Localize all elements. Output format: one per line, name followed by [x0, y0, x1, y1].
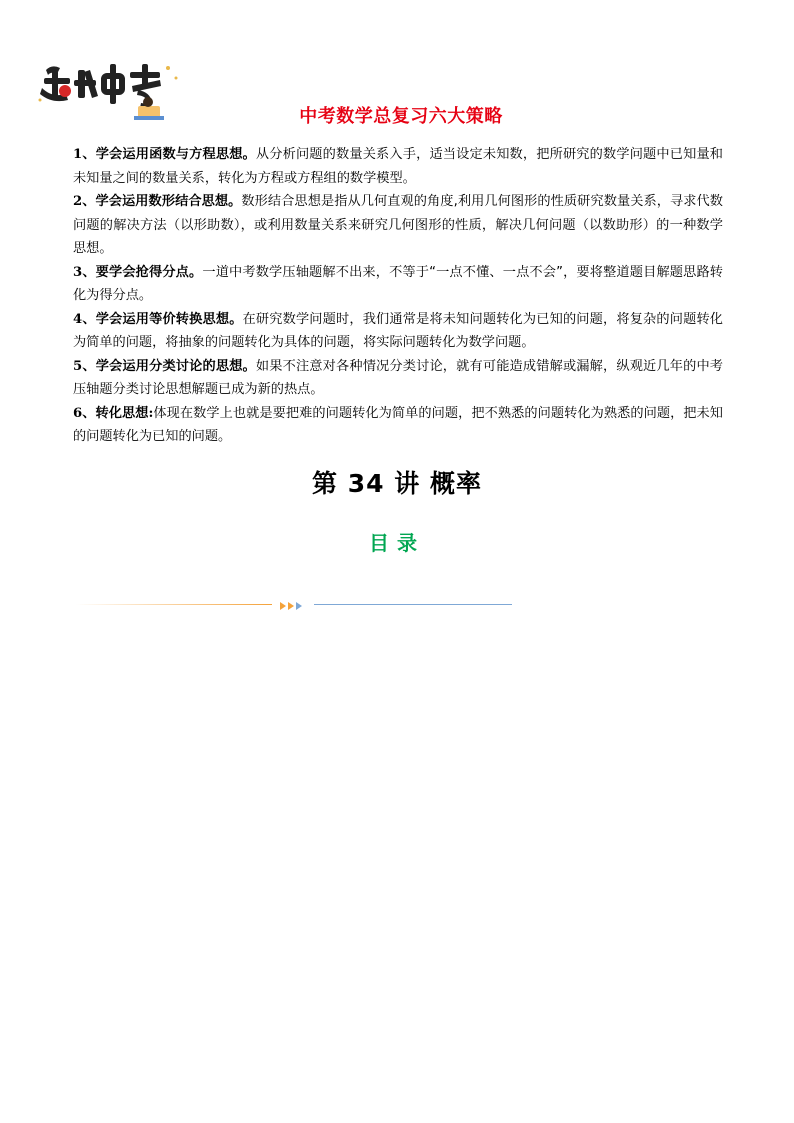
divider-line-right [314, 604, 512, 605]
page-header-title: 中考数学总复习六大策略 [299, 106, 503, 127]
strategy-list [73, 143, 723, 449]
strategy-text: 在研究数学问题时，我们通常是将未知问题转化为已知的问题，将复杂的问题转化为简单的问题，将抽象的问题转化为具体的问题，将实际问题转化为数学问题。 [73, 311, 723, 350]
strategy-item [73, 261, 723, 308]
strategy-text: 体现在数学上也就是要把难的问题转化为简单的问题，把不熟悉的问题转化为熟悉的问题，把未知的问题转化为已知的问题。 [73, 405, 723, 444]
strategy-item [73, 190, 723, 261]
triple-arrow-icon [278, 598, 308, 612]
lecture-title: 第 34 讲 概率 [312, 469, 482, 498]
strategy-item [73, 355, 723, 402]
section-divider [76, 598, 516, 612]
strategy-lead: 3、要学会抢得分点。 [73, 264, 203, 280]
strategy-item [73, 143, 723, 190]
strategy-lead: 1、学会运用函数与方程思想。 [73, 147, 256, 162]
strategy-item [73, 308, 723, 355]
strategy-text: 数形结合思想是指从几何直观的角度,利用几何图形的性质研究数量关系，寻求代数问题的解决方法（以形助数），或利用数量关系来研究几何图形的性质，解决几何问题（以数助形）的一种数学思想。 [73, 194, 723, 256]
strategy-lead: 5、学会运用分类讨论的思想。 [73, 358, 256, 374]
toc-title: 目录 [369, 531, 425, 555]
strategy-text: 如果不注意对各种情况分类讨论，就有可能造成错解或漏解，纵观近几年的中考压轴题分类讨论思想解题已成为新的热点。 [73, 358, 723, 397]
strategy-item [73, 402, 723, 449]
strategy-lead: 2、学会运用数形结合思想。 [73, 194, 242, 209]
strategy-text: 从分析问题的数量关系入手，适当设定未知数，把所研究的数学问题中已知量和未知量之间的数量关系，转化为方程或方程组的数学模型。 [73, 147, 723, 186]
strategy-lead: 6、转化思想: [73, 405, 154, 421]
strategy-lead: 4、学会运用等价转换思想。 [73, 311, 243, 327]
strategy-text: 一道中考数学压轴题解不出来，不等于“一点不懂、一点不会”，要将整道题目解题思路转化为得分点。 [73, 264, 723, 303]
divider-line-left [76, 604, 272, 605]
